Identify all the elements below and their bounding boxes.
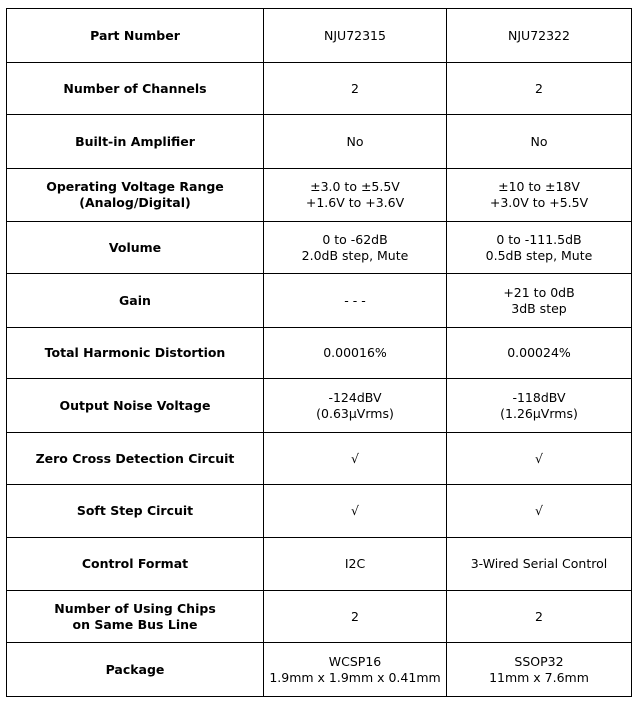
cell-part-a: 2 (264, 63, 447, 115)
table-row-amplifier (7, 115, 632, 169)
table-row-channels (7, 63, 632, 115)
row-label: Output Noise Voltage (7, 379, 264, 433)
cell-part-b: No (447, 115, 632, 169)
check-mark-icon: √ (447, 485, 632, 538)
cell-part-a: No (264, 115, 447, 169)
row-label: Soft Step Circuit (7, 485, 264, 538)
cell-part-a: 0 to -62dB 2.0dB step, Mute (264, 222, 447, 274)
row-label: Control Format (7, 538, 264, 591)
part-b-name: NJU72322 (447, 9, 632, 63)
cell-part-b: +21 to 0dB 3dB step (447, 274, 632, 328)
check-mark-icon: √ (264, 433, 447, 485)
row-label: Gain (7, 274, 264, 328)
cell-part-a: ±3.0 to ±5.5V +1.6V to +3.6V (264, 169, 447, 222)
row-label: Operating Voltage Range (Analog/Digital) (7, 169, 264, 222)
cell-part-a: I2C (264, 538, 447, 591)
row-label: Number of Channels (7, 63, 264, 115)
table-row-control (7, 538, 632, 591)
check-mark-icon: √ (447, 433, 632, 485)
row-label: Zero Cross Detection Circuit (7, 433, 264, 485)
part-a-name: NJU72315 (264, 9, 447, 63)
row-label: Built-in Amplifier (7, 115, 264, 169)
table-row-chips (7, 591, 632, 643)
row-label: Package (7, 643, 264, 697)
cell-part-b: SSOP32 11mm x 7.6mm (447, 643, 632, 697)
cell-part-b: 3-Wired Serial Control (447, 538, 632, 591)
cell-part-b: 0.00024% (447, 328, 632, 379)
table-row-zero-cross (7, 433, 632, 485)
cell-part-b: 0 to -111.5dB 0.5dB step, Mute (447, 222, 632, 274)
cell-part-b: -118dBV (1.26μVrms) (447, 379, 632, 433)
table-row-volume (7, 222, 632, 274)
row-label: Total Harmonic Distortion (7, 328, 264, 379)
table-row-noise (7, 379, 632, 433)
row-label: Number of Using Chips on Same Bus Line (7, 591, 264, 643)
table-row-gain (7, 274, 632, 328)
cell-part-a: WCSP16 1.9mm x 1.9mm x 0.41mm (264, 643, 447, 697)
table-row-voltage (7, 169, 632, 222)
table-row-package (7, 643, 632, 697)
row-label: Volume (7, 222, 264, 274)
cell-part-b: ±10 to ±18V +3.0V to +5.5V (447, 169, 632, 222)
cell-part-a: 0.00016% (264, 328, 447, 379)
check-mark-icon: √ (264, 485, 447, 538)
cell-part-a: -124dBV (0.63μVrms) (264, 379, 447, 433)
cell-part-b: 2 (447, 591, 632, 643)
table-row-soft-step (7, 485, 632, 538)
table-row-part-number (7, 9, 632, 63)
cell-part-b: 2 (447, 63, 632, 115)
row-label-part-number: Part Number (7, 9, 264, 63)
spec-comparison-table (6, 8, 632, 697)
cell-part-a: 2 (264, 591, 447, 643)
cell-part-a: - - - (264, 274, 447, 328)
table-row-thd (7, 328, 632, 379)
